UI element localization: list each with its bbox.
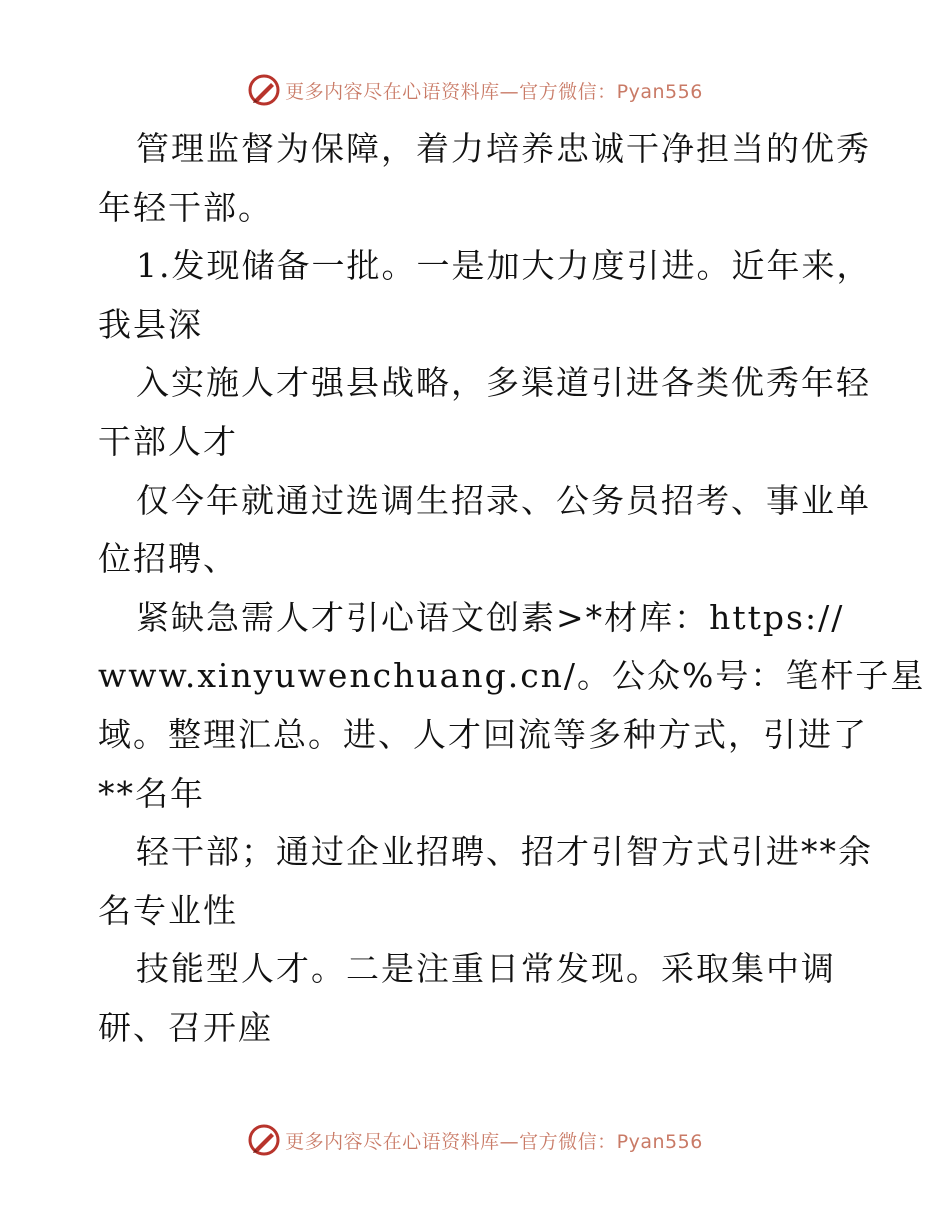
body-line: 轻干部；通过企业招聘、招才引智方式引进**余 [136,832,873,872]
body-line: 年轻干部。 [98,187,273,227]
header-banner-text: 更多内容尽在心语资料库—官方微信：Pyan556 [285,80,703,103]
header-banner [0,70,950,110]
body-line: 仅今年就通过选调生招录、公务员招考、事业单 [136,480,871,520]
body-line: 干部人才 [98,421,238,461]
body-line: 技能型人才。二是注重日常发现。采取集中调 [136,949,836,989]
body-line: 我县深 [98,304,203,344]
body-line: 紧缺急需人才引心语文创素>*材库：https:// [136,597,845,637]
body-line: 入实施人才强县战略，多渠道引进各类优秀年轻 [136,363,871,403]
body-line: 位招聘、 [98,539,238,579]
body-line: 管理监督为保障，着力培养忠诚干净担当的优秀 [136,129,871,168]
body-line: **名年 [98,773,205,813]
body-line: 1.发现储备一批。一是加大力度引进。近年来， [136,246,872,286]
body-line: 域。整理汇总。进、人才回流等多种方式，引进了 [98,714,868,754]
body-line: 研、召开座 [98,1007,273,1047]
footer-banner-text: 更多内容尽在心语资料库—官方微信：Pyan556 [285,1130,703,1153]
body-line: 名专业性 [98,890,238,930]
body-line: www.xinyuwenchuang.cn/。公众%号：笔杆子星 [98,656,926,696]
pen-logo-icon [247,1123,281,1157]
footer-banner [0,1120,950,1160]
document-body [98,120,926,1058]
pen-logo-icon [247,73,281,107]
